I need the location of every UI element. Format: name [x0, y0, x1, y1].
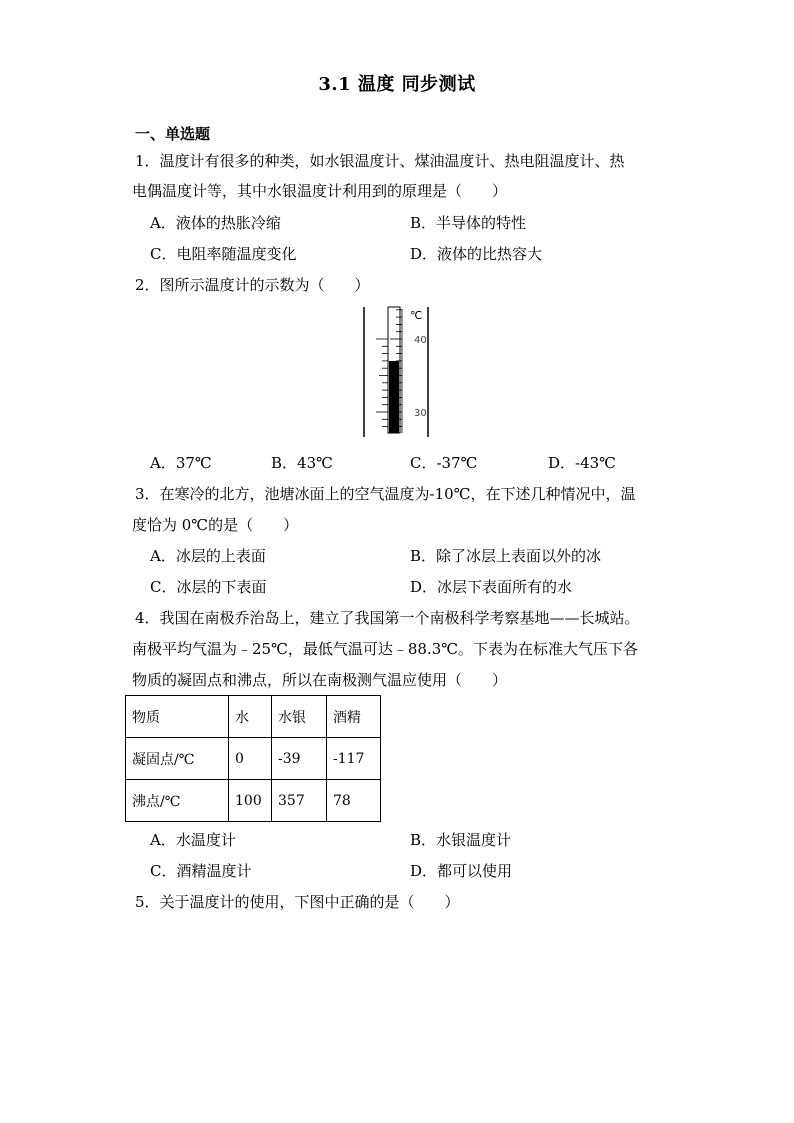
q2-option-a[interactable]: A．37℃	[150, 454, 212, 472]
table-cell: 沸点/℃	[126, 780, 229, 822]
q1-text-line2: 电偶温度计等，其中水银温度计利用到的原理是（ ）	[132, 182, 508, 200]
q3-text-line1: 3．在寒冷的北方，池塘冰面上的空气温度为-10℃，在下述几种情况中，温	[135, 485, 636, 503]
unit-label: ℃	[410, 309, 423, 322]
q3-option-b[interactable]: B．除了冰层上表面以外的冰	[410, 547, 602, 565]
q3-option-c[interactable]: C．冰层的下表面	[150, 578, 267, 596]
table-cell: 357	[272, 780, 327, 822]
table-row	[126, 738, 381, 780]
q2-text-line1: 2．图所示温度计的示数为（ ）	[135, 276, 370, 294]
table-cell: 凝固点/℃	[126, 738, 229, 780]
table-cell: 酒精	[327, 696, 381, 738]
table-cell: -117	[327, 738, 381, 780]
q5-text-line1: 5．关于温度计的使用，下图中正确的是（ ）	[135, 893, 460, 911]
table-cell: 100	[229, 780, 272, 822]
q2-option-d[interactable]: D．-43℃	[548, 454, 616, 472]
q4-option-a[interactable]: A．水温度计	[150, 831, 236, 849]
scale-label-top: 40	[414, 335, 427, 346]
table-header-row	[126, 696, 381, 738]
table-cell: -39	[272, 738, 327, 780]
q1-text-line1: 1．温度计有很多的种类，如水银温度计、煤油温度计、热电阻温度计、热	[135, 152, 625, 170]
table-cell: 水银	[272, 696, 327, 738]
thermometer-figure	[362, 305, 434, 444]
q4-option-c[interactable]: C．酒精温度计	[150, 862, 252, 880]
q4-option-d[interactable]: D．都可以使用	[410, 862, 513, 880]
table-row	[126, 780, 381, 822]
table-cell: 水	[229, 696, 272, 738]
properties-table	[125, 695, 381, 822]
q4-option-b[interactable]: B．水银温度计	[410, 831, 512, 849]
q3-text-line2: 度恰为 0℃的是（ ）	[132, 516, 299, 534]
q3-option-d[interactable]: D．冰层下表面所有的水	[410, 578, 573, 596]
q4-text-line1: 4．我国在南极乔治岛上，建立了我国第一个南极科学考察基地——长城站。	[135, 609, 640, 627]
table-cell: 物质	[126, 696, 229, 738]
table-cell: 78	[327, 780, 381, 822]
q4-text-line2: 南极平均气温为﹣25℃，最低气温可达﹣88.3℃。下表为在标准大气压下各	[132, 640, 639, 658]
q1-option-d[interactable]: D．液体的比热容大	[410, 245, 543, 263]
table-cell: 0	[229, 738, 272, 780]
page-title: 3.1 温度 同步测试	[318, 74, 476, 95]
q3-option-a[interactable]: A．冰层的上表面	[150, 547, 266, 565]
scale-label-bottom: 30	[414, 408, 427, 419]
q1-option-c[interactable]: C．电阻率随温度变化	[150, 245, 297, 263]
q2-option-b[interactable]: B．43℃	[271, 454, 333, 472]
q1-option-b[interactable]: B．半导体的特性	[410, 214, 527, 232]
q4-text-line3: 物质的凝固点和沸点，所以在南极测气温应使用（ ）	[132, 671, 508, 689]
q2-option-c[interactable]: C．-37℃	[410, 454, 478, 472]
q1-option-a[interactable]: A．液体的热胀冷缩	[150, 214, 281, 232]
section-heading: 一、单选题	[135, 125, 211, 143]
